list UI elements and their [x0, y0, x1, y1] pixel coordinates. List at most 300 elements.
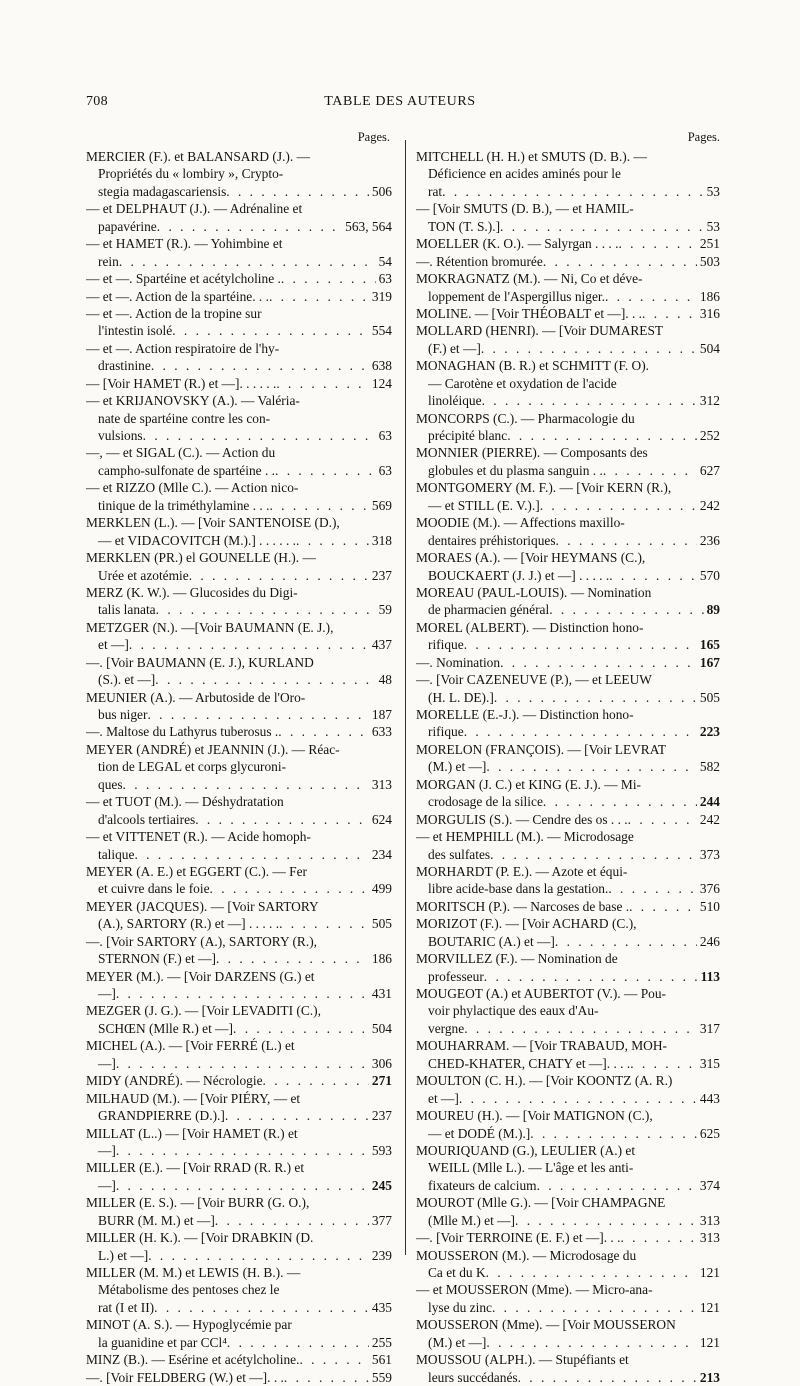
entry-line — [416, 915, 720, 932]
page-reference: 559 — [371, 1369, 392, 1385]
entry-line — [86, 235, 392, 252]
dot-leader — [189, 567, 369, 584]
entry-line — [416, 1316, 720, 1333]
entry-line — [86, 1142, 392, 1159]
entry-text: WEILL (Mlle L.). — L'âge et les anti- — [428, 1160, 634, 1176]
page-reference: 63 — [378, 271, 392, 287]
entry-line — [416, 288, 720, 305]
page-reference: 374 — [699, 1177, 720, 1193]
entry-line — [86, 758, 392, 775]
page-reference: 237 — [371, 567, 392, 583]
entry-text: MOULTON (C. H.). — [Voir KOONTZ (A. R.) — [416, 1073, 673, 1089]
entry-line — [416, 933, 720, 950]
entry-line — [416, 758, 720, 775]
dot-leader — [151, 357, 369, 374]
entry-text: MOUROT (Mlle G.). — [Voir CHAMPAGNE — [416, 1195, 666, 1211]
entry-line — [416, 1020, 720, 1037]
dot-leader — [116, 1055, 369, 1072]
dot-leader — [123, 776, 369, 793]
entry-text: (M.) et —] — [428, 759, 487, 775]
dot-leader — [134, 846, 368, 863]
entry-line — [416, 601, 720, 618]
entry-line — [416, 793, 720, 810]
page-reference: 627 — [699, 462, 720, 478]
entry-line — [416, 410, 720, 427]
entry-text: MOURIQUAND (G.), LEULIER (A.) et — [416, 1142, 636, 1158]
index-entry — [416, 915, 720, 950]
entry-text: de pharmacien général — [428, 602, 550, 618]
dot-leader — [543, 253, 697, 270]
entry-text: rat (I et II) — [98, 1299, 155, 1315]
dot-leader — [518, 1369, 697, 1386]
entry-text: MONAGHAN (B. R.) et SCHMITT (F. O). — [416, 358, 650, 374]
dot-leader — [172, 322, 369, 339]
entry-text: BOUCKAERT (J. J.) et —] . . . . . — [428, 567, 610, 583]
index-entry — [86, 689, 392, 724]
index-entry — [416, 828, 720, 863]
entry-line — [416, 689, 720, 706]
entry-text: Métabolisme des pentoses chez le — [98, 1282, 280, 1298]
entry-text: Ca et du K — [428, 1265, 486, 1280]
entry-line — [86, 549, 392, 566]
index-entry — [416, 671, 720, 706]
dot-leader — [629, 898, 697, 915]
page-reference: 242 — [699, 497, 720, 513]
running-title: TABLE DES AUTEURS — [324, 94, 476, 109]
entry-text: MERKLEN (PR.) el GOUNELLE (H.). — — [86, 550, 316, 566]
entry-text: MOKRAGNATZ (M.). — Ni, Co et déve- — [416, 271, 643, 287]
entry-line — [86, 601, 392, 618]
page-reference: 373 — [699, 846, 720, 862]
entry-line — [416, 1072, 720, 1089]
entry-text: —] — [98, 1177, 116, 1193]
dot-leader — [129, 636, 369, 653]
entry-line — [416, 427, 720, 444]
dot-leader — [225, 1107, 369, 1124]
entry-text: talique — [98, 846, 135, 862]
index-entry — [86, 1037, 392, 1072]
page-reference: 624 — [371, 811, 392, 827]
entry-text: MOODIE (M.). — Affections maxillo- — [416, 515, 625, 531]
entry-text: — et DODÉ (M.).] — [428, 1125, 531, 1141]
entry-text: MOREAU (PAUL-LOUIS). — Nomination — [416, 584, 652, 600]
entry-text: libre acide-base dans la gestation. — [428, 881, 609, 897]
page-reference: 252 — [699, 428, 720, 443]
entry-line — [416, 619, 720, 636]
entry-text: —. [Voir SARTORY (A.), SARTORY (R.), — [86, 933, 318, 949]
entry-line — [86, 200, 392, 217]
dot-leader — [543, 793, 697, 810]
page-reference: 569 — [371, 497, 392, 513]
entry-text: rein — [98, 253, 119, 269]
page-reference: 582 — [699, 759, 720, 775]
dot-leader — [642, 305, 697, 322]
entry-line — [416, 1369, 720, 1386]
entry-text: MORITSCH (P.). — Narcoses de base . — [416, 898, 630, 914]
entry-text: vergne — [428, 1020, 465, 1036]
entry-text: MORAES (A.). — [Voir HEYMANS (C.), — [416, 550, 646, 566]
entry-text: tinique de la triméthylamine . . . — [98, 497, 270, 513]
page-reference: 376 — [699, 881, 720, 897]
index-entry — [86, 1369, 392, 1386]
dot-leader — [459, 1090, 697, 1107]
dot-leader — [486, 1334, 697, 1351]
entry-line — [416, 549, 720, 566]
page-reference: 187 — [371, 707, 392, 722]
entry-line — [86, 479, 392, 496]
entry-line — [86, 183, 392, 200]
page-reference: 244 — [699, 794, 720, 810]
entry-text: (A.), SARTORY (R.) et —] . . . . . — [98, 916, 280, 932]
index-entry — [416, 253, 720, 270]
entry-line — [86, 1247, 392, 1264]
index-entry — [416, 410, 720, 445]
entry-line — [416, 863, 720, 880]
entry-text: MITCHELL (H. H.) et SMUTS (D. B.). — — [416, 149, 647, 164]
left-column — [86, 126, 392, 1386]
index-entry — [86, 549, 392, 584]
entry-text: L.) et —] — [98, 1247, 149, 1263]
page-reference: 165 — [699, 637, 720, 653]
page-reference: 506 — [371, 183, 392, 199]
entry-text: MILHAUD (M.). — [Voir PIÉRY, — et — [86, 1090, 301, 1106]
entry-line — [416, 1002, 720, 1019]
entry-text: SCHŒN (Mlle R.) et —] — [98, 1020, 234, 1036]
entry-line — [86, 1264, 392, 1281]
entry-text: et —] — [98, 637, 129, 653]
entry-line — [416, 1159, 720, 1176]
page-reference: 113 — [700, 968, 720, 984]
entry-text: MEYER (M.). — [Voir DARZENS (G.) et — [86, 968, 315, 984]
dot-leader — [157, 218, 342, 235]
index-entry — [86, 1264, 392, 1316]
dot-leader — [492, 1299, 697, 1316]
page-reference: 53 — [706, 218, 720, 234]
entry-text: papavérine — [98, 218, 157, 234]
page-reference: 186 — [371, 951, 392, 967]
index-entry — [86, 1090, 392, 1125]
dot-leader — [464, 636, 697, 653]
entry-text: — et KRIJANOVSKY (A.). — Valéria- — [86, 393, 300, 409]
entry-line — [416, 392, 720, 409]
entry-text: MONTGOMERY (M. F.). — [Voir KERN (R.), — [416, 480, 672, 496]
entry-line — [416, 880, 720, 897]
dot-leader — [540, 497, 697, 514]
entry-text: MORELON (FRANÇOIS). — [Voir LEVRAT — [416, 741, 667, 757]
index-entry — [416, 1316, 720, 1351]
entry-line — [86, 828, 392, 845]
entry-line — [416, 1264, 720, 1281]
entry-text: nate de spartéine contre les con- — [98, 410, 271, 426]
dot-leader — [486, 1264, 697, 1281]
entry-line — [416, 1142, 720, 1159]
page-reference: 234 — [371, 846, 392, 862]
entry-line — [86, 933, 392, 950]
dot-leader — [464, 1020, 697, 1037]
entry-text: — Carotène et oxydation de l'acide — [428, 375, 617, 391]
dot-leader — [507, 427, 697, 444]
entry-line — [416, 514, 720, 531]
entry-text: —] — [98, 1055, 116, 1071]
entry-text: d'alcools tertiaires — [98, 811, 196, 827]
page-reference: 313 — [371, 776, 392, 792]
entry-text: —. Rétention bromurée — [416, 253, 543, 269]
entry-text: MEUNIER (A.). — Arbutoside de l'Oro- — [86, 689, 306, 705]
page-reference: 499 — [371, 881, 392, 897]
entry-text: et cuivre dans le foie — [98, 881, 210, 897]
entry-line — [86, 462, 392, 479]
entry-line — [416, 305, 720, 322]
dot-leader — [276, 375, 369, 392]
page-reference: 236 — [699, 532, 720, 548]
page-reference: 503 — [699, 253, 720, 269]
dot-leader — [605, 288, 697, 305]
dot-leader — [482, 392, 697, 409]
page-reference: 313 — [699, 1212, 720, 1228]
page-reference: 504 — [371, 1020, 392, 1036]
entry-line — [416, 898, 720, 915]
index-entry — [86, 1002, 392, 1037]
entry-line — [86, 375, 392, 392]
entry-line — [416, 253, 720, 270]
page-reference: 625 — [699, 1125, 720, 1141]
dot-leader — [227, 1334, 369, 1351]
dot-leader — [555, 933, 697, 950]
entry-line — [416, 723, 720, 740]
entry-line — [86, 1125, 392, 1142]
dot-leader — [618, 235, 696, 252]
entry-line — [86, 689, 392, 706]
entry-line — [416, 1299, 720, 1316]
index-entry — [86, 828, 392, 863]
index-entry — [86, 1229, 392, 1264]
entry-text: MOLLARD (HENRI). — [Voir DUMAREST — [416, 323, 664, 339]
entry-line — [416, 636, 720, 653]
entry-text: dentaires préhistoriques — [428, 532, 556, 548]
entry-text: linoléique — [428, 393, 482, 409]
index-entry — [416, 584, 720, 619]
index-entry — [86, 375, 392, 392]
index-entry — [416, 270, 720, 305]
page-reference: 638 — [371, 358, 392, 374]
entry-text: stegia madagascariensis — [98, 183, 227, 199]
entry-line — [416, 218, 720, 235]
page-reference: 437 — [371, 637, 392, 653]
page-reference: 121 — [699, 1299, 720, 1315]
entry-line — [86, 880, 392, 897]
entry-text: MILLAT (L..) — [Voir HAMET (R.) et — [86, 1125, 298, 1141]
dot-leader — [515, 1212, 697, 1229]
entry-line — [86, 1299, 392, 1316]
entry-text: —. [Voir TERROINE (E. F.) et —]. . . — [416, 1230, 621, 1246]
page-reference: 593 — [371, 1142, 392, 1158]
entry-line — [416, 1212, 720, 1229]
entry-text: —. [Voir BAUMANN (E. J.), KURLAND — [86, 654, 314, 670]
index-entry — [86, 1072, 392, 1089]
entry-text: — et —. Action respiratoire de l'hy- — [86, 340, 280, 356]
page-reference: 510 — [699, 898, 720, 914]
entry-line — [86, 671, 392, 688]
entry-text: — et VITTENET (R.). — Acide homoph- — [86, 829, 311, 845]
entry-text: MORGAN (J. C.) et KING (E. J.). — Mi- — [416, 776, 642, 792]
index-entry — [416, 619, 720, 654]
dot-leader — [500, 218, 704, 235]
entry-text: loppement de l'Aspergillus niger. — [428, 288, 605, 304]
entry-text: vulsions — [98, 428, 143, 443]
dot-leader — [216, 950, 369, 967]
page-reference: 223 — [699, 724, 720, 740]
entry-line — [416, 968, 720, 985]
entry-text: (H. L. DE).] — [428, 689, 494, 705]
entry-text: MOUSSOU (ALPH.). — Stupéfiants et — [416, 1352, 629, 1368]
entry-line — [416, 828, 720, 845]
dot-leader — [156, 601, 376, 618]
entry-text: — et DELPHAUT (J.). — Adrénaline et — [86, 201, 303, 217]
entry-line — [416, 776, 720, 793]
entry-line — [416, 322, 720, 339]
index-entry — [86, 1316, 392, 1351]
index-entry — [86, 288, 392, 305]
entry-line — [416, 1125, 720, 1142]
index-entry — [416, 654, 720, 671]
entry-text: MOUGEOT (A.) et AUBERTOT (V.). — Pou- — [416, 986, 667, 1001]
entry-text: voir phylactique des eaux d'Au- — [428, 1003, 599, 1019]
index-entry — [86, 1351, 392, 1368]
page-reference: 246 — [699, 933, 720, 949]
page-reference: 63 — [378, 428, 392, 443]
entry-text: — et HAMET (R.). — Yohimbine et — [86, 236, 283, 252]
page-reference: 319 — [371, 288, 392, 304]
entry-line — [416, 1334, 720, 1351]
index-entry — [416, 235, 720, 252]
page-reference: 242 — [699, 811, 720, 827]
dot-leader — [233, 1020, 369, 1037]
entry-line — [86, 863, 392, 880]
page-reference: 316 — [699, 305, 720, 321]
dot-leader — [147, 706, 368, 723]
entry-line — [416, 532, 720, 549]
dot-leader — [537, 1177, 697, 1194]
entry-line — [416, 1247, 720, 1264]
index-entry — [86, 479, 392, 514]
dot-leader — [481, 340, 697, 357]
index-entry — [86, 1125, 392, 1160]
entry-text: (Mlle M.) et —] — [428, 1212, 516, 1228]
page-reference: 48 — [378, 672, 392, 688]
entry-line — [86, 305, 392, 322]
page-reference: 570 — [699, 567, 720, 583]
entry-text: BURR (M. M.) et —] — [98, 1212, 215, 1228]
index-entry — [86, 1159, 392, 1194]
entry-line — [86, 636, 392, 653]
entry-text: —. [Voir CAZENEUVE (P.), — et LEEUW — [416, 672, 652, 688]
entry-text: MEYER (ANDRÉ) et JEANNIN (J.). — Réac- — [86, 741, 340, 757]
index-entry — [416, 514, 720, 549]
dot-leader — [442, 183, 703, 200]
entry-text: MORGULIS (S.). — Cendre des os . . . — [416, 811, 628, 827]
entry-text: — et HEMPHILL (M.). — Microdosage — [416, 829, 634, 845]
entry-line — [86, 584, 392, 601]
entry-line — [86, 915, 392, 932]
entry-line — [86, 392, 392, 409]
dot-leader — [556, 532, 697, 549]
entry-line — [416, 235, 720, 252]
dot-leader — [119, 253, 376, 270]
entry-line — [86, 1037, 392, 1054]
page-reference: 255 — [371, 1334, 392, 1350]
dot-leader — [620, 1229, 696, 1246]
entry-line — [86, 1334, 392, 1351]
entry-text: rat — [428, 183, 443, 199]
entry-line — [416, 741, 720, 758]
dot-leader — [116, 985, 369, 1002]
index-entry — [416, 357, 720, 409]
entry-line — [416, 1177, 720, 1194]
entry-text: MEZGER (J. G.). — [Voir LEVADITI (C.), — [86, 1003, 321, 1019]
entry-line — [86, 985, 392, 1002]
entry-text: —, — et SIGAL (C.). — Action du — [86, 445, 276, 461]
entry-text: STERNON (F.) et —] — [98, 951, 216, 967]
page-reference: 505 — [371, 916, 392, 932]
entry-line — [86, 532, 392, 549]
entry-line — [416, 985, 720, 1002]
entry-line — [86, 1002, 392, 1019]
entry-text: MEYER (A. E.) et EGGERT (C.). — Fer — [86, 863, 307, 879]
index-entry — [416, 950, 720, 985]
index-entry — [416, 985, 720, 1037]
entry-line — [416, 1229, 720, 1246]
entry-line — [86, 444, 392, 461]
entry-line — [416, 357, 720, 374]
entry-line — [416, 165, 720, 182]
page-reference: 561 — [371, 1352, 392, 1368]
page-reference: 89 — [706, 602, 720, 618]
entry-text: professeur — [428, 968, 484, 984]
entry-line — [416, 846, 720, 863]
entry-text: MINZ (B.). — Esérine et acétylcholine. — [86, 1352, 300, 1368]
index-entry — [86, 1194, 392, 1229]
entry-line — [86, 1020, 392, 1037]
entry-line — [86, 1055, 392, 1072]
entry-text: — et VIDACOVITCH (M.).] . . . . . . — [98, 532, 296, 548]
entry-line — [86, 776, 392, 793]
index-entry — [86, 444, 392, 479]
entry-line — [86, 968, 392, 985]
entry-text: MORIZOT (F.). — [Voir ACHARD (C.), — [416, 916, 637, 932]
entry-line — [416, 148, 720, 165]
entry-text: campho-sulfonate de spartéine . . — [98, 462, 275, 478]
entry-text: MOLINE. — [Voir THÉOBALT et —]. . . — [416, 305, 643, 321]
entry-line — [86, 846, 392, 863]
dot-leader — [549, 601, 703, 618]
dot-leader — [279, 915, 369, 932]
entry-line — [86, 1072, 392, 1089]
page-reference: 377 — [371, 1212, 392, 1228]
page-reference: 318 — [371, 532, 392, 548]
column-divider — [405, 140, 406, 1255]
entry-line — [416, 654, 720, 671]
page-reference: 306 — [371, 1055, 392, 1071]
entry-line — [86, 165, 392, 182]
entry-text: bus niger — [98, 707, 148, 722]
page-reference: 505 — [699, 689, 720, 705]
dot-leader — [210, 880, 369, 897]
entry-line — [416, 375, 720, 392]
index-entry — [86, 200, 392, 235]
page-reference: 53 — [706, 183, 720, 199]
entry-text: leurs succédanés — [428, 1369, 518, 1385]
page-reference: 167 — [699, 654, 720, 670]
